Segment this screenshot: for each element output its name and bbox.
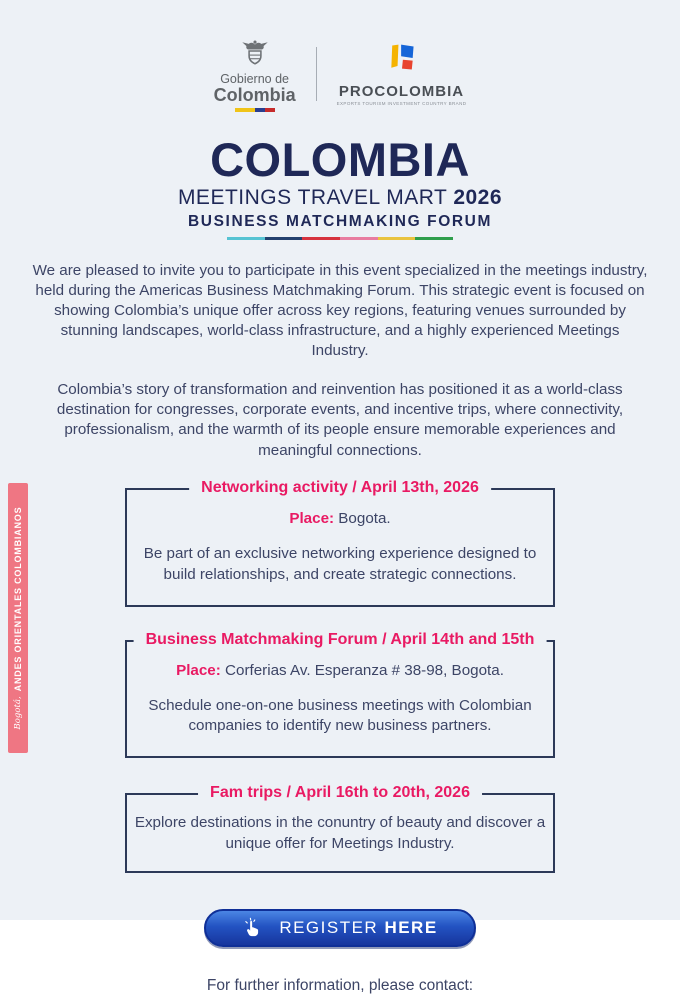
gobierno-line2: Colombia <box>213 85 296 106</box>
event-title-networking: Networking activity / April 13th, 2026 <box>189 479 491 497</box>
ribbon-region-label: ANDES ORIENTALES COLOMBIANOS <box>13 506 23 692</box>
photo-credit-text <box>8 483 28 753</box>
event-title-block <box>0 133 680 240</box>
register-label-regular: REGISTER <box>279 917 385 937</box>
hand-click-icon <box>242 917 263 938</box>
event-box-fam-trips <box>125 784 555 873</box>
gobierno-line1: Gobierno de <box>220 72 289 86</box>
event-place <box>133 510 547 527</box>
place-value: Corferias Av. Esperanza # 38-98, Bogota. <box>220 661 504 679</box>
footer-contact-text: For further information, please contact: <box>206 977 474 995</box>
procolombia-tagline: EXPORTS TOURISM INVESTMENT COUNTRY BRAND <box>336 101 467 106</box>
colombia-coat-of-arms-icon <box>235 36 275 71</box>
gobierno-wordmark <box>214 73 296 105</box>
multicolor-stripe <box>227 237 453 240</box>
gobierno-de-colombia-logo <box>214 36 296 112</box>
intro-paragraph-1: We are pleased to invite you to participate in this event specialized in the meetings industry, held during the Americas Business Matchmaking Forum. This strategic event is focused on showing Colombia’s unique offer across key regions, featuring venues surrounded by stunning landscapes, world-class infrastructure, and a highly experienced Meetings Industry. <box>32 262 648 360</box>
register-label <box>279 918 437 938</box>
event-place <box>133 662 547 679</box>
title-sub-year: 2026 <box>453 186 503 210</box>
title-sub-regular: MEETINGS TRAVEL MART <box>177 186 454 210</box>
title-business-matchmaking-forum: BUSINESS MATCHMAKING FORUM <box>188 213 492 231</box>
procolombia-mark-icon <box>386 42 418 79</box>
register-label-bold: HERE <box>384 917 438 937</box>
event-description: Explore destinations in the conuntry of beauty and discover a unique offer for Meetings Industry. <box>134 814 546 853</box>
event-description: Schedule one-on-one business meetings with Colombian companies to identify new business partners. <box>148 696 532 735</box>
title-colombia: COLOMBIA <box>210 133 470 187</box>
colombia-flag-bar <box>235 108 275 112</box>
register-here-button[interactable] <box>204 909 475 947</box>
place-label: Place: <box>289 509 335 527</box>
place-value: Bogota. <box>334 509 391 527</box>
event-title-matchmaking: Business Matchmaking Forum / April 14th and 15th <box>134 631 547 649</box>
ribbon-city-label: Bogotá, <box>13 696 23 730</box>
title-meetings-travel-mart <box>0 186 680 210</box>
procolombia-wordmark: PROCOLOMBIA <box>338 83 465 100</box>
event-title-fam-trips: Fam trips / April 16th to 20th, 2026 <box>198 784 482 802</box>
header-logos <box>0 0 680 112</box>
intro-paragraph-2: Colombia’s story of transformation and reinvention has positioned it as a world-class destination for congresses, corporate events, and incentive trips, where connectivity, professionalism, and the warmth of its people ensure memorable experiences and meaningful connections. <box>56 381 624 459</box>
event-box-networking <box>125 478 555 607</box>
logo-divider <box>316 47 317 101</box>
photo-credit-ribbon <box>8 483 28 753</box>
event-box-matchmaking-forum <box>125 630 555 759</box>
place-label: Place: <box>176 661 221 679</box>
event-description: Be part of an exclusive networking experience designed to build relationships, and create strategic connections. <box>143 544 537 583</box>
procolombia-logo <box>337 42 467 106</box>
register-section <box>0 909 680 947</box>
